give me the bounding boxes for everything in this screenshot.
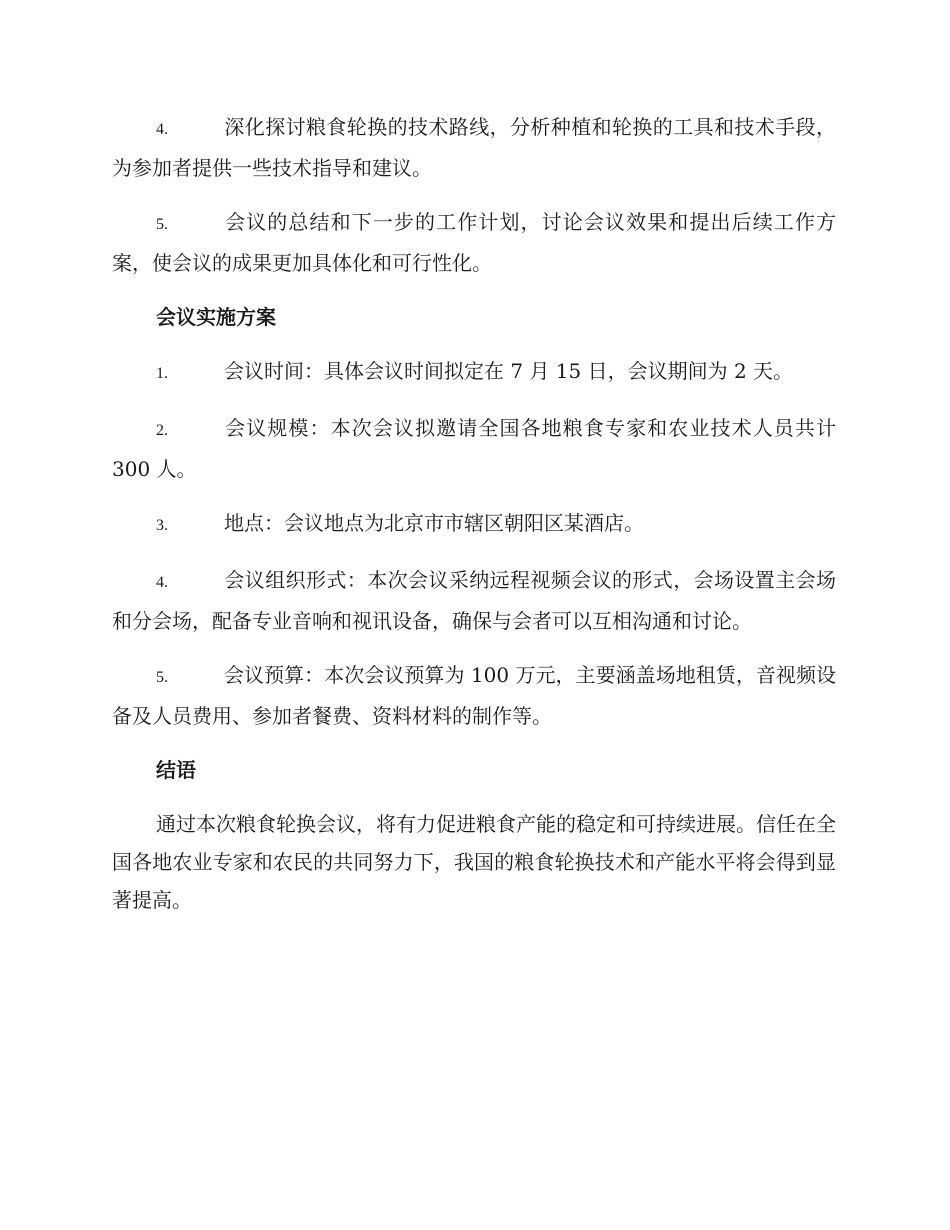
list-item [112,203,836,282]
list-text: 会议组织形式：本次会议采纳远程视频会议的形式，会场设置主会场和分会场，配备专业音响和视讯设备，确保与会者可以互相沟通和讨论。 [112,568,836,633]
list-text: 会议预算：本次会议预算为 100 万元，主要涵盖场地租赁，音视频设备及人员费用、参加者餐费、资料材料的制作等。 [112,663,836,728]
list-text: 会议规模：本次会议拟邀请全国各地粮食专家和农业技术人员共计 300 人。 [112,416,836,481]
document-content [112,108,836,935]
list-item [112,656,836,735]
list-text: 地点：会议地点为北京市市辖区朝阳区某酒店。 [224,511,644,535]
list-number: 5. [156,669,168,686]
list-number: 4. [156,121,168,138]
list-item [112,108,836,187]
list-number: 4. [156,574,168,591]
section-heading-conclusion: 结语 [156,758,196,782]
list-number: 3. [156,517,168,534]
list-number: 2. [156,422,168,439]
list-item [112,352,836,393]
conclusion-paragraph: 通过本次粮食轮换会议，将有力促进粮食产能的稳定和可持续进展。信任在全国各地农业专家和农民的共同努力下，我国的粮食轮换技术和产能水平将会得到显著提高。 [112,812,836,912]
list-item [112,504,836,545]
list-text: 会议时间：具体会议时间拟定在 7 月 15 日，会议期间为 2 天。 [224,359,794,383]
list-text: 会议的总结和下一步的工作计划，讨论会议效果和提出后续工作方案，使会议的成果更加具体化和可行性化。 [112,210,836,275]
list-number: 1. [156,365,168,382]
list-text: 深化探讨粮食轮换的技术路线，分析种植和轮换的工具和技术手段，为参加者提供一些技术指导和建议。 [112,115,836,180]
list-item [112,561,836,640]
list-item [112,409,836,488]
list-number: 5. [156,216,168,233]
section-heading-plan: 会议实施方案 [156,305,276,329]
